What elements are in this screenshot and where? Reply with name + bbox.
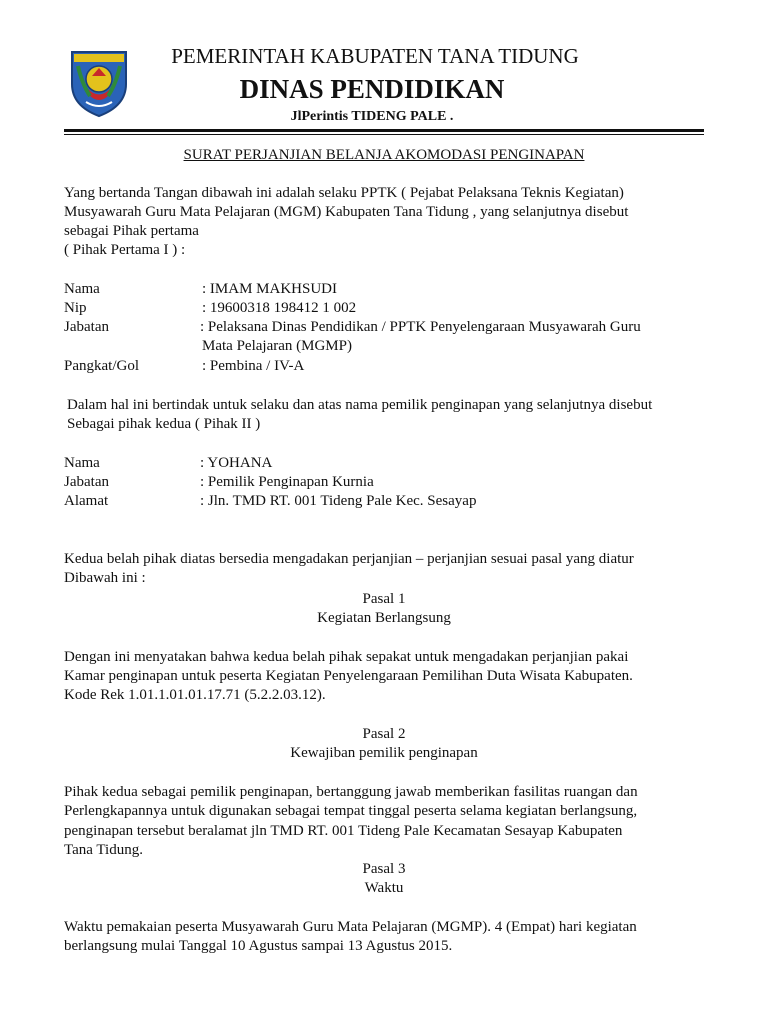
regency-coat-of-arms-icon [64,44,134,118]
intro-line: ( Pihak Pertama I ) : [64,242,186,258]
agreement-line: Dibawah ini : [64,570,146,586]
party1-pangkat-value: : Pembina / IV-A [202,358,305,374]
party2-alamat-label: Alamat [64,493,109,509]
header-office-name: DINAS PENDIDIKAN [239,74,505,104]
pasal1-line: Kode Rek 1.01.1.01.01.17.71 (5.2.2.03.12). [64,687,326,703]
second-intro-line: Sebagai pihak kedua ( Pihak II ) [67,416,261,432]
pasal2-heading: Pasal 2 [362,726,406,742]
pasal1-heading: Pasal 1 [362,591,406,607]
party1-jabatan-value: : Pelaksana Dinas Pendidikan / PPTK Penyelengaraan Musyawarah Guru [200,319,641,335]
pasal3-line: berlangsung mulai Tanggal 10 Agustus sampai 13 Agustus 2015. [64,938,453,954]
header-rule-thin [64,134,704,135]
pasal1-line: Kamar penginapan untuk peserta Kegiatan Penyelengaraan Pemilihan Duta Wisata Kabupaten. [64,668,633,684]
party1-nip-label: Nip [64,300,87,316]
document-title: SURAT PERJANJIAN BELANJA AKOMODASI PENGINAPAN [183,147,585,163]
party1-nama-value: : IMAM MAKHSUDI [202,281,338,297]
header-rule-thick [64,129,704,132]
intro-line: Yang bertanda Tangan dibawah ini adalah selaku PPTK ( Pejabat Pelaksana Teknis Kegiatan) [64,185,624,201]
party2-alamat-value: : Jln. TMD RT. 001 Tideng Pale Kec. Sesayap [200,493,477,509]
party2-jabatan-label: Jabatan [64,474,109,490]
second-intro-line: Dalam hal ini bertindak untuk selaku dan atas nama pemilik penginapan yang selanjutnya disebut [67,397,653,413]
intro-line: sebagai Pihak pertama [64,223,199,239]
pasal1-line: Dengan ini menyatakan bahwa kedua belah pihak sepakat untuk mengadakan perjanjian pakai [64,649,629,665]
party1-pangkat-label: Pangkat/Gol [64,358,139,374]
header-government-name: PEMERINTAH KABUPATEN TANA TIDUNG [171,44,579,68]
party1-nama-label: Nama [64,281,100,297]
pasal2-subheading: Kewajiban pemilik penginapan [290,745,478,761]
pasal2-line: penginapan tersebut beralamat jln TMD RT. 001 Tideng Pale Kecamatan Sesayap Kabupaten [64,823,623,839]
header-address: JlPerintis TIDENG PALE . [290,109,454,124]
pasal3-heading: Pasal 3 [362,861,406,877]
agreement-line: Kedua belah pihak diatas bersedia mengadakan perjanjian – perjanjian sesuai pasal yang diatur [64,551,634,567]
party1-jabatan-value-cont: Mata Pelajaran (MGMP) [202,338,352,354]
pasal2-line: Tana Tidung. [64,842,143,858]
party2-nama-label: Nama [64,455,100,471]
party1-jabatan-label: Jabatan [64,319,109,335]
pasal3-subheading: Waktu [364,880,404,896]
party2-nama-value: : YOHANA [200,455,273,471]
pasal2-line: Pihak kedua sebagai pemilik penginapan, bertanggung jawab memberikan fasilitas ruangan dan [64,784,638,800]
party1-nip-value: : 19600318 198412 1 002 [202,300,357,316]
pasal1-subheading: Kegiatan Berlangsung [317,610,451,626]
intro-line: Musyawarah Guru Mata Pelajaran (MGM) Kabupaten Tana Tidung , yang selanjutnya disebut [64,204,629,220]
party2-jabatan-value: : Pemilik Penginapan Kurnia [200,474,374,490]
pasal2-line: Perlengkapannya untuk digunakan sebagai tempat tinggal peserta selama kegiatan berlangsung, [64,803,638,819]
pasal3-line: Waktu pemakaian peserta Musyawarah Guru Mata Pelajaran (MGMP). 4 (Empat) hari kegiatan [64,919,637,935]
